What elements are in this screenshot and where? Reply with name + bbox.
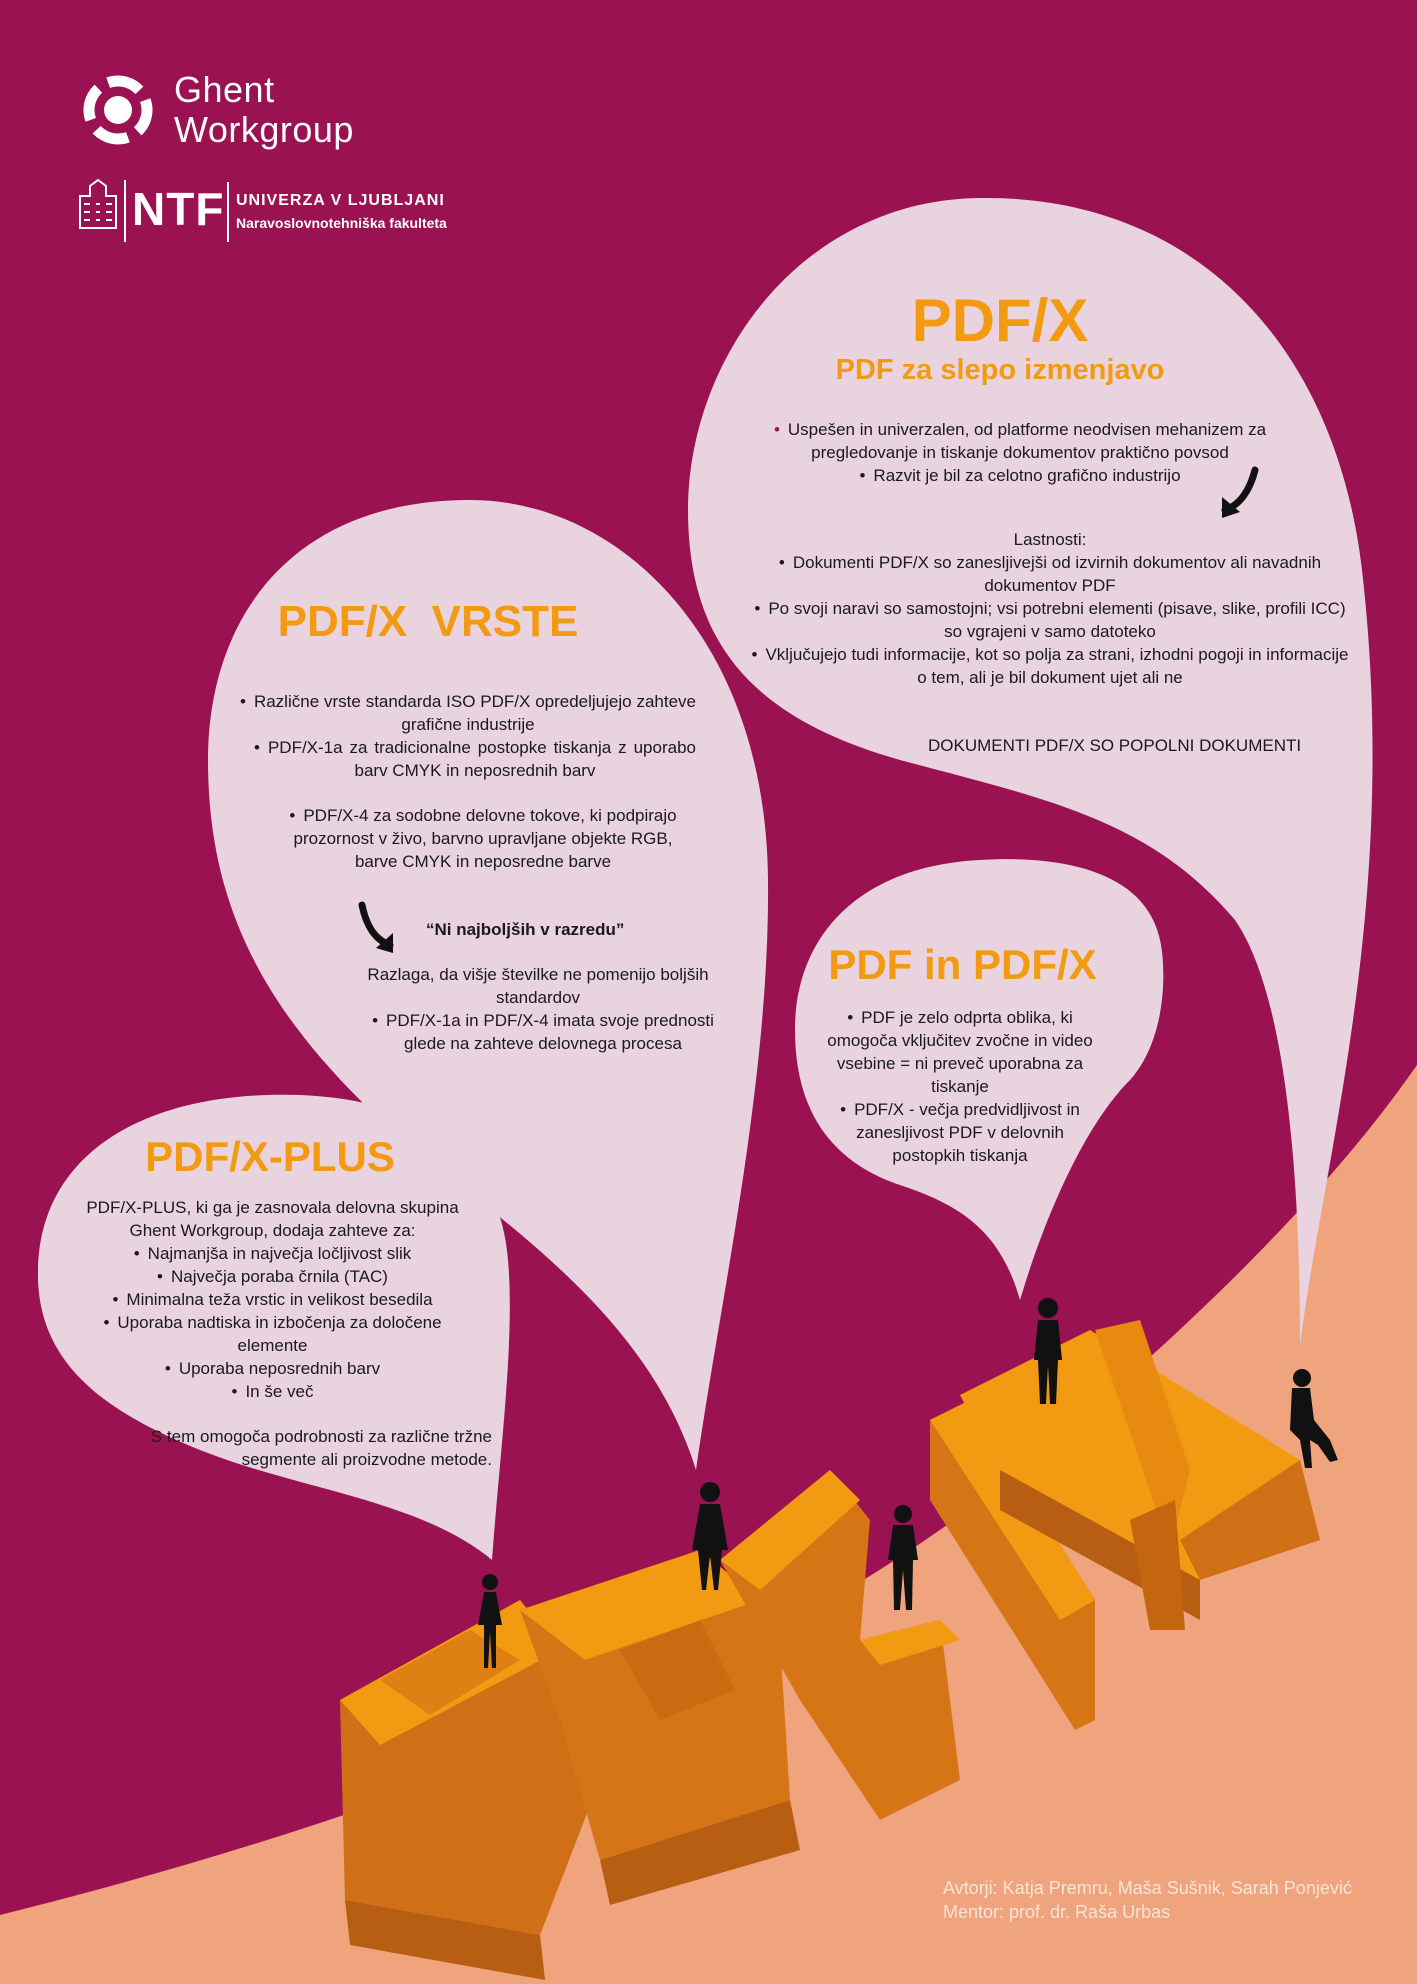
vrste-bullet-1: Različne vrste standarda ISO PDF/X opredeljujejo zahteve grafične industrije bbox=[253, 692, 696, 734]
list-item: • Uporaba nadtiska in izbočenja za določene elemente bbox=[103, 1313, 442, 1355]
pdfin-bullet-1: PDF je zelo odprta oblika, ki omogoča vključitev zvočne in video vsebine = ni preveč uporabna za tiskanje bbox=[827, 1008, 1093, 1096]
plus-bullet-3: Minimalna teža vrstic in velikost besedila bbox=[126, 1290, 433, 1309]
ntf-faculty-name: Naravoslovnotehniška fakulteta bbox=[236, 215, 447, 231]
ghent-logo-line2: Workgroup bbox=[174, 109, 354, 150]
pdfin-bullets bbox=[820, 1006, 1100, 1167]
plus-bullet-4: Uporaba nadtiska in izbočenja za določene elemente bbox=[117, 1313, 442, 1355]
pdfx-property-2: Po svoji naravi so samostojni; vsi potrebni elementi (pisave, slike, profili ICC) so vgrajeni v samo datoteko bbox=[768, 599, 1346, 641]
list-item: • PDF/X-1a za tradicionalne postopke tiskanja z uporabo barv CMYK in neposrednih barv bbox=[254, 738, 696, 780]
plus-closing: S tem omogoča podrobnosti za različne tržne segmente ali proizvodne metode. bbox=[150, 1427, 492, 1469]
vrste-last-bullet-wrap: • PDF/X-1a in PDF/X-4 imata svoje prednosti glede na zahteve delovnega procesa bbox=[372, 1011, 714, 1053]
pdfx-properties bbox=[750, 528, 1350, 689]
plus-bullets bbox=[80, 1242, 465, 1403]
vrste-explanation: Razlaga, da višje številke ne pomenijo boljših standardov bbox=[367, 965, 709, 1007]
ghent-logo-mark bbox=[81, 73, 155, 147]
list-item: • PDF/X-4 za sodobne delovne tokove, ki podpirajo prozornost v živo, barvno upravljane objekte RGB, barve CMYK in neposredne barve bbox=[289, 806, 677, 871]
pdfin-title: PDF in PDF/X bbox=[828, 941, 1097, 988]
plus-title: PDF/X-PLUS bbox=[145, 1133, 395, 1180]
list-item: • PDF je zelo odprta oblika, ki omogoča vključitev zvočne in video vsebine = ni preveč uporabna za tiskanje bbox=[827, 1008, 1093, 1096]
credits-mentor: Mentor: prof. dr. Raša Urbas bbox=[943, 1902, 1171, 1922]
plus-bullet-1: Najmanjša in največja ločljivost slik bbox=[147, 1244, 412, 1263]
pdfx-subtitle: PDF za slepo izmenjavo bbox=[835, 354, 1165, 386]
vrste-bullet-2: PDF/X-1a za tradicionalne postopke tiskanja z uporabo barv CMYK in neposrednih barv bbox=[267, 738, 696, 780]
pdfx-property-3: Vključujejo tudi informacije, kot so polja za strani, izhodni pogoji in informacije o tem, ali je bil dokument ujet ali ne bbox=[765, 645, 1349, 687]
vrste-bullet-3: PDF/X-4 za sodobne delovne tokove, ki podpirajo prozornost v živo, barvno upravljane objekte RGB, barve CMYK in neposredne barve bbox=[293, 806, 677, 871]
list-item: • Razvit je bil za celotno grafično industrijo bbox=[859, 466, 1181, 485]
university-building-icon bbox=[80, 180, 125, 242]
pdfx-bullet-1: Uspešen in univerzalen, od platforme neodvisen mehanizem za pregledovanje in tiskanje dokumentov praktično povsod bbox=[787, 420, 1267, 462]
credits bbox=[943, 1876, 1403, 1924]
pdfx-conclusion: DOKUMENTI PDF/X SO POPOLNI DOKUMENTI bbox=[928, 736, 1302, 755]
list-item: • Po svoji naravi so samostojni; vsi potrebni elementi (pisave, slike, profili ICC) so vgrajeni v samo datoteko bbox=[754, 599, 1346, 641]
vrste-quote: “Ni najboljših v razredu” bbox=[426, 920, 625, 939]
plus-intro: PDF/X-PLUS, ki ga je zasnovala delovna skupina Ghent Workgroup, dodaja zahteve za: bbox=[86, 1198, 459, 1240]
list-item: • Uporaba neposrednih barv bbox=[164, 1359, 381, 1378]
list-item: • In še več bbox=[231, 1382, 314, 1401]
ntf-university-block bbox=[236, 190, 447, 234]
plus-bullet-6: In še več bbox=[245, 1382, 314, 1401]
credits-authors: Avtorji: Katja Premru, Maša Sušnik, Sarah Ponjević bbox=[943, 1878, 1352, 1898]
vrste-title: PDF/X VRSTE bbox=[277, 597, 579, 646]
plus-bullet-2: Največja poraba črnila (TAC) bbox=[170, 1267, 388, 1286]
list-item: • Različne vrste standarda ISO PDF/X opredeljujejo zahteve grafične industrije bbox=[240, 692, 696, 734]
list-item: • Minimalna teža vrstic in velikost besedila bbox=[112, 1290, 433, 1309]
pdfx-bullets bbox=[740, 418, 1300, 487]
ntf-abbr: NTF bbox=[132, 183, 225, 235]
pdfin-bullet-2: PDF/X - večja predvidljivost in zanesljivost PDF v delovnih postopkih tiskanja bbox=[854, 1100, 1080, 1165]
list-item: • Vključujejo tudi informacije, kot so polja za strani, izhodni pogoji in informacije o tem, ali je bil dokument ujet ali ne bbox=[751, 645, 1349, 687]
list-item: • Uspešen in univerzalen, od platforme neodvisen mehanizem za pregledovanje in tiskanje dokumentov praktično povsod bbox=[773, 420, 1267, 462]
list-item: • PDF/X - večja predvidljivost in zanesljivost PDF v delovnih postopkih tiskanja bbox=[840, 1100, 1080, 1165]
list-item: • Dokumenti PDF/X so zanesljivejši od izvirnih dokumentov ali navadnih dokumentov PDF bbox=[778, 553, 1322, 595]
vrste-last-bullet: PDF/X-1a in PDF/X-4 imata svoje prednosti glede na zahteve delovnega procesa bbox=[386, 1011, 714, 1053]
vrste-bullets bbox=[240, 690, 696, 873]
pdfx-bullet-2: Razvit je bil za celotno grafično industrijo bbox=[873, 466, 1181, 485]
pdfx-property-1: Dokumenti PDF/X so zanesljivejši od izvirnih dokumentov ali navadnih dokumentov PDF bbox=[792, 553, 1322, 595]
pdfx-title: PDF/X bbox=[911, 287, 1089, 354]
ghent-workgroup-logo bbox=[174, 70, 354, 150]
list-item: • Najmanjša in največja ločljivost slik bbox=[133, 1244, 412, 1263]
list-item: • Največja poraba črnila (TAC) bbox=[157, 1267, 388, 1286]
ntf-university-name: UNIVERZA V LJUBLJANI bbox=[236, 192, 445, 209]
pdfx-properties-label: Lastnosti: bbox=[1013, 530, 1087, 549]
ghent-logo-line1: Ghent bbox=[174, 69, 275, 110]
plus-bullet-5: Uporaba neposrednih barv bbox=[178, 1359, 381, 1378]
ntf-logo bbox=[132, 182, 224, 236]
